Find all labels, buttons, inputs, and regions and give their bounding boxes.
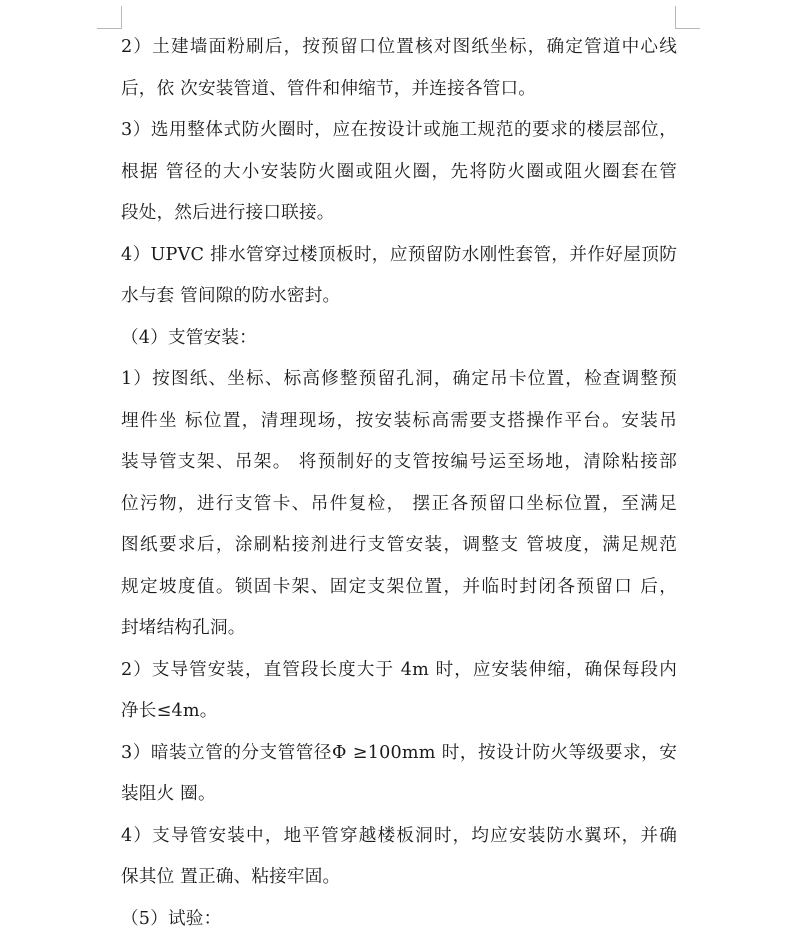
section-heading-5: （5）试验： xyxy=(121,904,677,945)
section-heading-4: （4）支管安装： xyxy=(121,323,677,365)
text-line-6: 4）UPVC 排水管穿过楼顶板时，应预留防水刚性套管，并作好屋顶防 xyxy=(121,240,677,282)
text-line-9: 1）按图纸、坐标、标高修整预留孔洞，确定吊卡位置，检查调整预 xyxy=(121,364,677,406)
text-line-3: 3）选用整体式防火圈时，应在按设计或施工规范的要求的楼层部位， xyxy=(121,115,677,157)
text-line-19: 装阻火 圈。 xyxy=(121,779,677,821)
text-line-5: 段处，然后进行接口联接。 xyxy=(121,198,677,240)
text-line-17: 净长≤4m。 xyxy=(121,696,677,738)
document-body xyxy=(121,32,677,945)
text-line-11: 装导管支架、吊架。 将预制好的支管按编号运至场地，清除粘接部 xyxy=(121,447,677,489)
text-line-20: 4）支导管安装中，地平管穿越楼板洞时，均应安装防水翼环，并确 xyxy=(121,821,677,863)
text-line-15: 封堵结构孔洞。 xyxy=(121,613,677,655)
text-line-7: 水与套 管间隙的防水密封。 xyxy=(121,281,677,323)
text-line-13: 图纸要求后，涂刷粘接剂进行支管安装，调整支 管坡度，满足规范 xyxy=(121,530,677,572)
text-line-14: 规定坡度值。锁固卡架、固定支架位置，并临时封闭各预留口 后， xyxy=(121,572,677,614)
text-line-4: 根据 管径的大小安装防火圈或阻火圈，先将防火圈或阻火圈套在管 xyxy=(121,157,677,199)
crop-mark-top-right xyxy=(675,6,700,29)
text-line-12: 位污物，进行支管卡、吊件复检， 摆正各预留口坐标位置，至满足 xyxy=(121,489,677,531)
text-line-21: 保其位 置正确、粘接牢固。 xyxy=(121,862,677,904)
text-line-10: 埋件坐 标位置，清理现场，按安装标高需要支搭操作平台。安装吊 xyxy=(121,406,677,448)
text-line-16: 2）支导管安装，直管段长度大于 4m 时，应安装伸缩，确保每段内 xyxy=(121,655,677,697)
crop-mark-top-left xyxy=(97,6,122,29)
text-line-2: 后，依 次安装管道、管件和伸缩节，并连接各管口。 xyxy=(121,74,677,116)
text-line-1: 2）土建墙面粉刷后，按预留口位置核对图纸坐标，确定管道中心线 xyxy=(121,32,677,74)
text-line-18: 3）暗装立管的分支管管径Φ ≥100mm 时，按设计防火等级要求，安 xyxy=(121,738,677,780)
